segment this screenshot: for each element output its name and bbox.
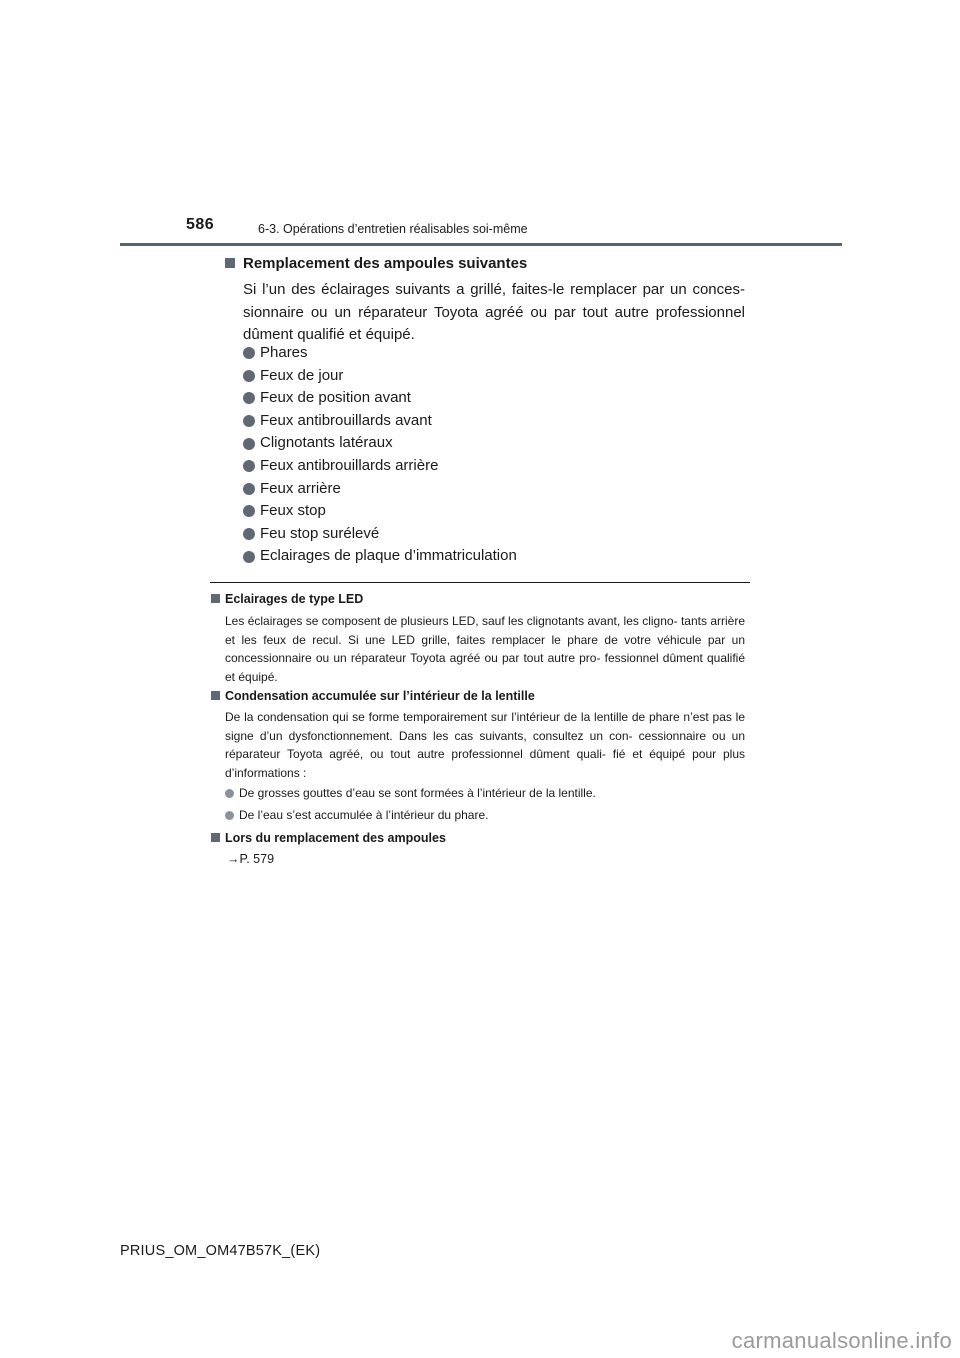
square-bullet-icon — [211, 691, 220, 700]
condensation-bullet: De grosses gouttes d’eau se sont formées à l’intérieur de la lentille. — [225, 786, 596, 800]
bullet-dot-icon — [243, 483, 255, 495]
header-rule — [120, 243, 842, 246]
condensation-bullet: De l’eau s’est accumulée à l’intérieur du phare. — [225, 808, 488, 822]
list-item: Clignotants latéraux — [243, 432, 517, 455]
page-number: 586 — [186, 216, 215, 233]
square-bullet-icon — [211, 594, 220, 603]
square-bullet-icon — [211, 833, 220, 842]
bullet-dot-icon — [243, 528, 255, 540]
notes-divider — [210, 582, 750, 583]
bullet-dot-icon — [243, 415, 255, 427]
bullet-dot-icon — [225, 789, 234, 798]
bullet-dot-icon — [225, 811, 234, 820]
bullet-dot-icon — [243, 392, 255, 404]
list-item: Feu stop surélevé — [243, 523, 517, 546]
bullet-dot-icon — [243, 438, 255, 450]
page-reference-link[interactable]: →P. 579 — [227, 852, 275, 866]
main-heading-text: Remplacement des ampoules suivantes — [243, 255, 528, 272]
list-item: Eclairages de plaque d’immatriculation — [243, 545, 517, 568]
list-item: Feux antibrouillards arrière — [243, 455, 517, 478]
led-note-text: Les éclairages se composent de plusieurs LED, sauf les clignotants avant, les cligno- tants arrière et les feux de recul. Si une LED grille, faites remplacer le phare de votre véhicule par un concessionnaire ou un réparateur Toyota agréé ou par tout autre pro- fessionnel dûment qualifié et équipé. — [225, 614, 745, 684]
bullet-dot-icon — [243, 460, 255, 472]
main-paragraph: Si l’un des éclairages suivants a grillé, faites-le remplacer par un conces- sionnaire ou un réparateur Toyota agréé ou par tout autre professionnel dûment qualifié et équipé. — [243, 281, 745, 344]
main-heading — [225, 255, 527, 272]
bullet-dot-icon — [243, 370, 255, 382]
bullet-dot-icon — [243, 347, 255, 359]
list-item: Feux antibrouillards avant — [243, 410, 517, 433]
list-item: Feux de jour — [243, 365, 517, 388]
square-bullet-icon — [225, 258, 235, 268]
bullet-dot-icon — [243, 505, 255, 517]
chapter-title: 6-3. Opérations d’entretien réalisables soi-même — [258, 222, 528, 236]
replacement-note-heading: Lors du remplacement des ampoules — [211, 831, 446, 845]
condensation-note-heading: Condensation accumulée sur l’intérieur de la lentille — [211, 689, 535, 703]
list-item: Phares — [243, 342, 517, 365]
watermark: carmanualsonline.info — [731, 1328, 952, 1353]
bulb-list — [243, 342, 517, 568]
bullet-dot-icon — [243, 551, 255, 563]
list-item: Feux arrière — [243, 478, 517, 501]
led-note-heading: Eclairages de type LED — [211, 592, 363, 606]
list-item: Feux stop — [243, 500, 517, 523]
condensation-note-text: De la condensation qui se forme temporairement sur l’intérieur de la lentille de phare n’est pas le signe d’un dysfonctionnement. Dans les cas suivants, consultez un con- cessionnaire ou un réparateur Toyota agréé, ou tout autre professionnel dûment quali- fié et équipé pour plus d’informations : — [225, 710, 745, 780]
list-item: Feux de position avant — [243, 387, 517, 410]
document-code: PRIUS_OM_OM47B57K_(EK) — [120, 1243, 321, 1259]
